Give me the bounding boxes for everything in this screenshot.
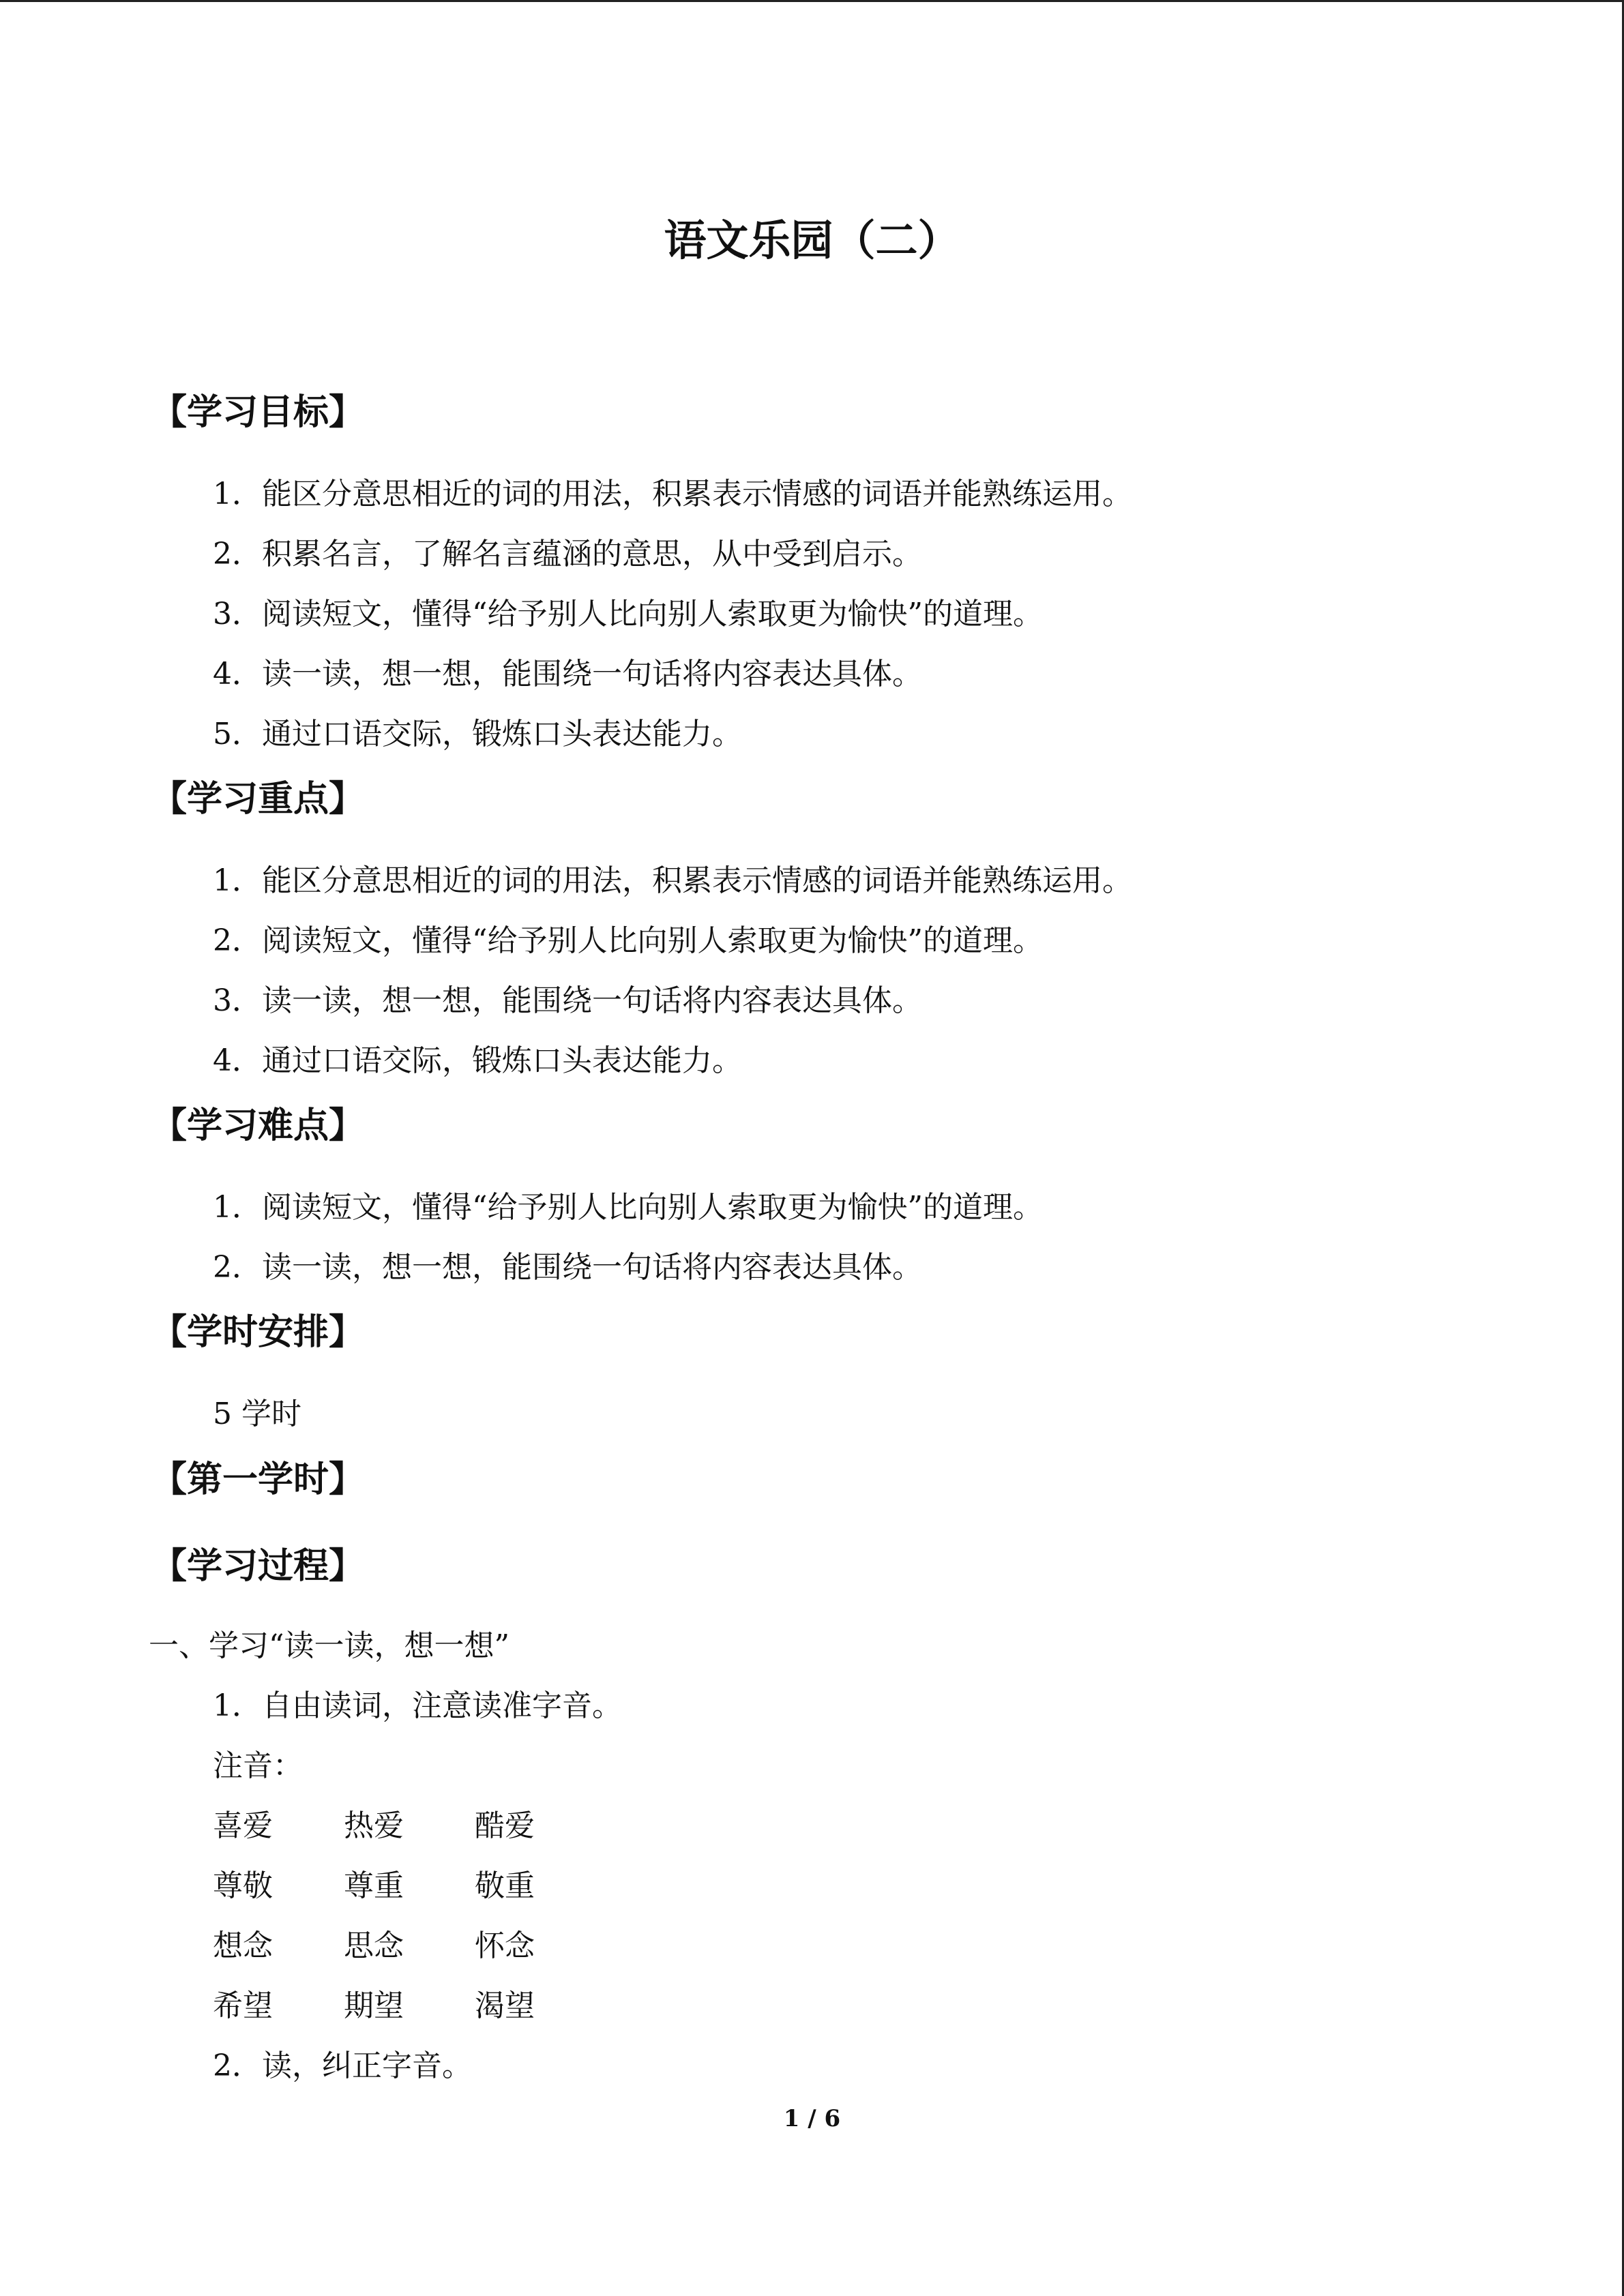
goal-item-3: 3．阅读短文，懂得“给予别人比向别人索取更为愉快”的道理。 [213,597,1043,631]
page-top-border [0,0,1624,2]
goal-item-5: 5．通过口语交际，锻炼口头表达能力。 [213,717,742,751]
difficulty-item-1: 1．阅读短文，懂得“给予别人比向别人索取更为愉快”的道理。 [213,1190,1043,1225]
process-step-1: 一、学习“读一读，想一想” [149,1628,510,1663]
word: 期望 [344,1988,404,2023]
heading-key-points: 【学习重点】 [151,779,365,820]
heading-first-period: 【第一学时】 [151,1459,365,1500]
word: 尊重 [344,1868,404,1903]
word: 怀念 [475,1928,535,1963]
word: 渴望 [475,1988,535,2023]
word: 尊敬 [213,1868,273,1903]
goal-item-2: 2．积累名言，了解名言蕴涵的意思，从中受到启示。 [213,537,922,571]
key-point-item-1: 1．能区分意思相近的词的用法，积累表示情感的词语并能熟练运用。 [213,863,1132,898]
pinyin-label: 注音： [213,1748,303,1783]
key-point-item-2: 2．阅读短文，懂得“给予别人比向别人索取更为愉快”的道理。 [213,923,1043,958]
heading-difficulties: 【学习难点】 [151,1105,365,1146]
word: 希望 [213,1988,273,2023]
process-sub-2: 2．读，纠正字音。 [213,2048,472,2083]
schedule-text: 5 学时 [213,1397,301,1431]
key-point-item-3: 3．读一读，想一想，能围绕一句话将内容表达具体。 [213,983,922,1018]
difficulty-item-2: 2．读一读，想一想，能围绕一句话将内容表达具体。 [213,1250,922,1285]
page-title: 语文乐园（二） [664,215,960,265]
heading-schedule: 【学时安排】 [151,1312,365,1353]
word: 喜爱 [213,1808,273,1843]
word-row-2 [213,1866,606,1907]
word: 酷爱 [475,1808,535,1843]
word: 敬重 [475,1868,535,1903]
goal-item-1: 1．能区分意思相近的词的用法，积累表示情感的词语并能熟练运用。 [213,477,1132,511]
process-sub-1: 1．自由读词，注意读准字音。 [213,1688,622,1723]
word-row-4 [213,1986,606,2027]
word: 思念 [344,1928,404,1963]
word: 想念 [213,1928,273,1963]
heading-process: 【学习过程】 [151,1546,365,1587]
goal-item-4: 4．读一读，想一想，能围绕一句话将内容表达具体。 [213,657,922,691]
word-row-3 [213,1926,606,1967]
key-point-item-4: 4．通过口语交际，锻炼口头表达能力。 [213,1043,742,1078]
page-number: 1 / 6 [783,2105,841,2132]
heading-goals: 【学习目标】 [151,392,365,433]
word-row-1 [213,1806,606,1847]
word: 热爱 [344,1808,404,1843]
